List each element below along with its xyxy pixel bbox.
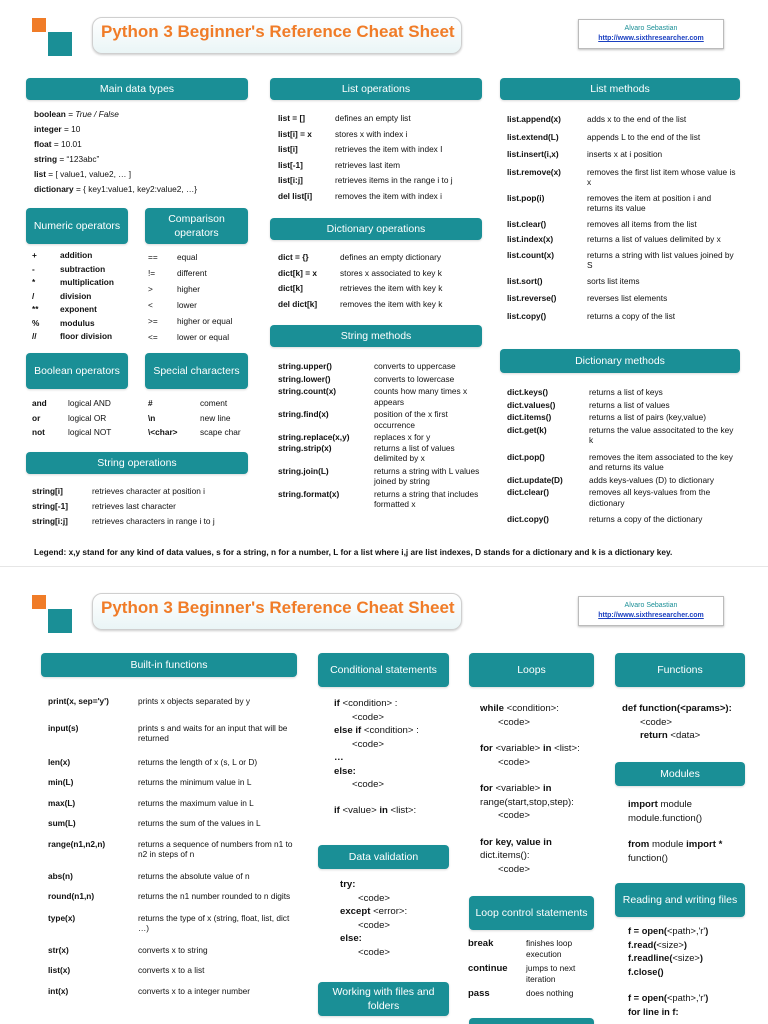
table-row: list[i:j] retrieves items in the range i to j	[278, 175, 453, 185]
table-row: len(x) returns the length of x (s, L or D)	[48, 756, 258, 767]
table-row: list.sort() sorts list items	[507, 275, 640, 286]
table-row: string.replace(x,y) replaces x for y	[278, 432, 431, 442]
files-folders-header: Working with files and folders	[318, 982, 449, 1016]
table-row: >= higher or equal	[148, 316, 233, 326]
table-row: // floor division	[32, 331, 113, 341]
table-row: string.join(L) returns a string with L values joined by string	[278, 465, 480, 486]
table-row: - subtraction	[32, 263, 106, 274]
table-row: string[i:j] retrieves characters in range i to j	[32, 516, 215, 526]
modules-code-block: import module module.function() from module import * function()	[628, 799, 723, 864]
logo-teal-square	[48, 32, 72, 56]
table-row: / division	[32, 290, 92, 301]
table-row: string.lower() converts to lowercase	[278, 373, 455, 384]
special-characters-table	[148, 396, 258, 440]
dictionary-methods-header: Dictionary methods	[500, 349, 740, 373]
logo-teal-square	[48, 609, 72, 633]
author-name: Alvaro Sebastian	[624, 602, 678, 609]
logo-orange-square	[32, 595, 46, 609]
table-row: list.reverse() reverses list elements	[507, 293, 668, 303]
numeric-operators-table	[32, 249, 132, 344]
list-item: integer = 10	[34, 124, 81, 134]
table-row: sum(L) returns the sum of the values in L	[48, 818, 261, 828]
data-validation-header: Data validation	[318, 845, 449, 869]
table-row: type(x) returns the type of x (string, float, list, dict …)	[48, 912, 290, 933]
table-row: + addition	[32, 250, 93, 260]
table-row: string.strip(x) returns a list of values delimited by x	[278, 442, 455, 463]
table-row: == equal	[148, 252, 198, 262]
table-row: string.upper() converts to uppercase	[278, 361, 456, 371]
table-row: % modulus	[32, 317, 95, 328]
list-item: string = “123abc”	[34, 154, 100, 164]
table-row: ** exponent	[32, 304, 97, 314]
author-box	[578, 19, 724, 49]
table-row: print(x, sep='y') prints x objects separated by y	[48, 696, 251, 706]
table-row: break finishes loop execution	[468, 938, 573, 959]
table-row: string[i] retrieves character at position i	[32, 486, 205, 496]
list-item: list = [ value1, value2, … ]	[34, 169, 132, 179]
table-row: string.find(x) position of the x first occurrence	[278, 409, 448, 430]
dictionary-operations-table	[278, 250, 493, 312]
table-row: range(n1,n2,n) returns a sequence of numbers from n1 to n2 in steps of n	[48, 838, 293, 859]
table-row: list.append(x) adds x to the end of the list	[507, 114, 687, 124]
title-box	[92, 17, 462, 54]
table-row: not logical NOT	[32, 427, 112, 437]
files-code-block: f = open(<path>,'r') f.read(<size>) f.readline(<size>) f.close() f = open(<path>,'r') for line in f:	[628, 926, 709, 1017]
table-row: abs(n) returns the absolute value of n	[48, 870, 250, 881]
next-section-header	[469, 1018, 594, 1024]
table-row: \n new line	[148, 412, 231, 423]
comparison-operators-table	[148, 249, 258, 345]
list-methods-table	[507, 114, 739, 321]
table-row: dict[k] retrieves the item with key k	[278, 283, 443, 293]
table-row: list.count(x) returns a string with list values joined by S	[507, 249, 734, 270]
conditional-code-block: if <condition> : <code> else if <condition> : <code> … else: <code> if <value> in <list>:	[334, 698, 419, 816]
string-operations-table	[32, 484, 262, 529]
list-item: dictionary = { key1:value1, key2:value2, …}	[34, 184, 198, 194]
table-row: \<char> scape char	[148, 427, 241, 437]
table-row: list(x) converts x to a list	[48, 965, 205, 975]
table-row: del dict[k] removes the item with key k	[278, 298, 443, 309]
boolean-operators-header: Boolean operators	[26, 353, 128, 389]
page-divider	[0, 566, 768, 567]
table-row: list.copy() returns a copy of the list	[507, 310, 676, 321]
table-row: list[-1] retrieves last item	[278, 159, 401, 170]
main-data-types-list	[34, 107, 254, 197]
loops-code-block: while <condition>: <code> for <variable> in <list>: <code> for <variable> in range(start,stop,step): <code> for key, value in dict.items(): <code>	[480, 703, 580, 875]
table-row: int(x) converts x to a integer number	[48, 985, 251, 996]
loop-control-table	[468, 938, 603, 1000]
comparison-operators-header: Comparison operators	[145, 208, 248, 244]
string-methods-header: String methods	[270, 325, 482, 347]
boolean-operators-table	[32, 396, 142, 440]
table-row: str(x) converts x to string	[48, 944, 208, 955]
table-row: del list[i] removes the item with index i	[278, 190, 442, 201]
list-item: float = 10.01	[34, 139, 82, 149]
modules-header: Modules	[615, 762, 745, 786]
table-row: dict.copy() returns a copy of the dictionary	[507, 514, 703, 524]
table-row: input(s) prints s and waits for an input that will be returned	[48, 722, 288, 743]
dictionary-methods-table	[507, 387, 739, 525]
table-row: continue jumps to next iteration	[468, 963, 576, 984]
dictionary-operations-header: Dictionary operations	[270, 218, 482, 240]
author-url-link[interactable]: http://www.sixthresearcher.com	[598, 35, 704, 42]
table-row: and logical AND	[32, 398, 111, 408]
table-row: > higher	[148, 284, 201, 294]
table-row: dict = {} defines an empty dictionary	[278, 252, 442, 262]
table-row: dict.values() returns a list of values	[507, 399, 670, 410]
table-row: or logical OR	[32, 412, 107, 423]
functions-code-block: def function(<params>): <code> return <data>	[622, 703, 732, 741]
table-row: list.extend(L) appends L to the end of the list	[507, 131, 701, 142]
table-row: max(L) returns the maximum value in L	[48, 797, 254, 808]
author-box	[578, 596, 724, 626]
string-operations-header: String operations	[26, 452, 248, 474]
list-operations-table	[278, 111, 493, 204]
table-row: list.remove(x) removes the first list item whose value is x	[507, 166, 736, 187]
title-box	[92, 593, 462, 630]
table-row: list = [] defines an empty list	[278, 113, 411, 123]
builtin-functions-table	[48, 696, 298, 996]
table-row: list.clear() removes all items from the list	[507, 218, 697, 229]
list-item: boolean = True / False	[34, 109, 119, 119]
table-row: dict.update(D) adds keys-values (D) to dictionary	[507, 474, 714, 485]
table-row: list[i] retrieves the item with index I	[278, 144, 443, 154]
validation-code-block: try: <code> except <error>: <code> else: <code>	[340, 879, 408, 958]
table-row: pass does nothing	[468, 988, 574, 999]
builtin-functions-header: Built-in functions	[41, 653, 297, 677]
table-row: round(n1,n) returns the n1 number rounded to n digits	[48, 891, 291, 901]
table-row: list[i] = x stores x with index i	[278, 128, 408, 139]
table-row: dict.pop() removes the item associated to the key and returns its value	[507, 451, 733, 472]
table-row: dict.get(k) returns the value associtated to the key k	[507, 424, 734, 445]
table-row: != different	[148, 268, 207, 278]
list-operations-header: List operations	[270, 78, 482, 100]
table-row: list.pop(i) removes the item at position i and returns its value	[507, 192, 712, 213]
table-row: list.index(x) returns a list of values delimited by x	[507, 234, 721, 244]
legend-text: Legend: x,y stand for any kind of data values, s for a string, n for a number, L for a list where i,j are list indexes, D stands for a dictionary and k is a dictionary key.	[34, 547, 673, 557]
logo-orange-square	[32, 18, 46, 32]
loop-control-header: Loop control statements	[469, 896, 594, 930]
conditional-statements-header: Conditional statements	[318, 653, 449, 687]
table-row: dict.clear() removes all keys-values from the dictionary	[507, 487, 711, 508]
loops-header: Loops	[469, 653, 594, 687]
table-row: # coment	[148, 398, 228, 408]
functions-header: Functions	[615, 653, 745, 687]
table-row: string.format(x) returns a string that includes formatted x	[278, 488, 479, 509]
string-methods-table	[278, 361, 480, 510]
table-row: * multiplication	[32, 277, 114, 287]
table-row: <= lower or equal	[148, 332, 230, 342]
table-row: string[-1] retrieves last character	[32, 501, 176, 511]
author-url-link[interactable]: http://www.sixthresearcher.com	[598, 612, 704, 619]
table-row: min(L) returns the minimum value in L	[48, 777, 252, 787]
list-methods-header: List methods	[500, 78, 740, 100]
main-data-types-header: Main data types	[26, 78, 248, 100]
page-title: Python 3 Beginner's Reference Cheat Sheet	[101, 22, 455, 41]
special-characters-header: Special characters	[145, 353, 248, 389]
table-row: < lower	[148, 300, 197, 310]
author-name: Alvaro Sebastian	[624, 25, 678, 32]
files-header: Reading and writing files	[615, 883, 745, 917]
table-row: dict[k] = x stores x associated to key k	[278, 267, 442, 278]
numeric-operators-header: Numeric operators	[26, 208, 128, 244]
table-row: dict.items() returns a list of pairs (key,value)	[507, 412, 706, 422]
table-row: string.count(x) counts how many times x appears	[278, 386, 468, 407]
table-row: dict.keys() returns a list of keys	[507, 387, 663, 397]
table-row: list.insert(i,x) inserts x at i position	[507, 149, 663, 159]
page-title: Python 3 Beginner's Reference Cheat Sheet	[101, 598, 455, 617]
